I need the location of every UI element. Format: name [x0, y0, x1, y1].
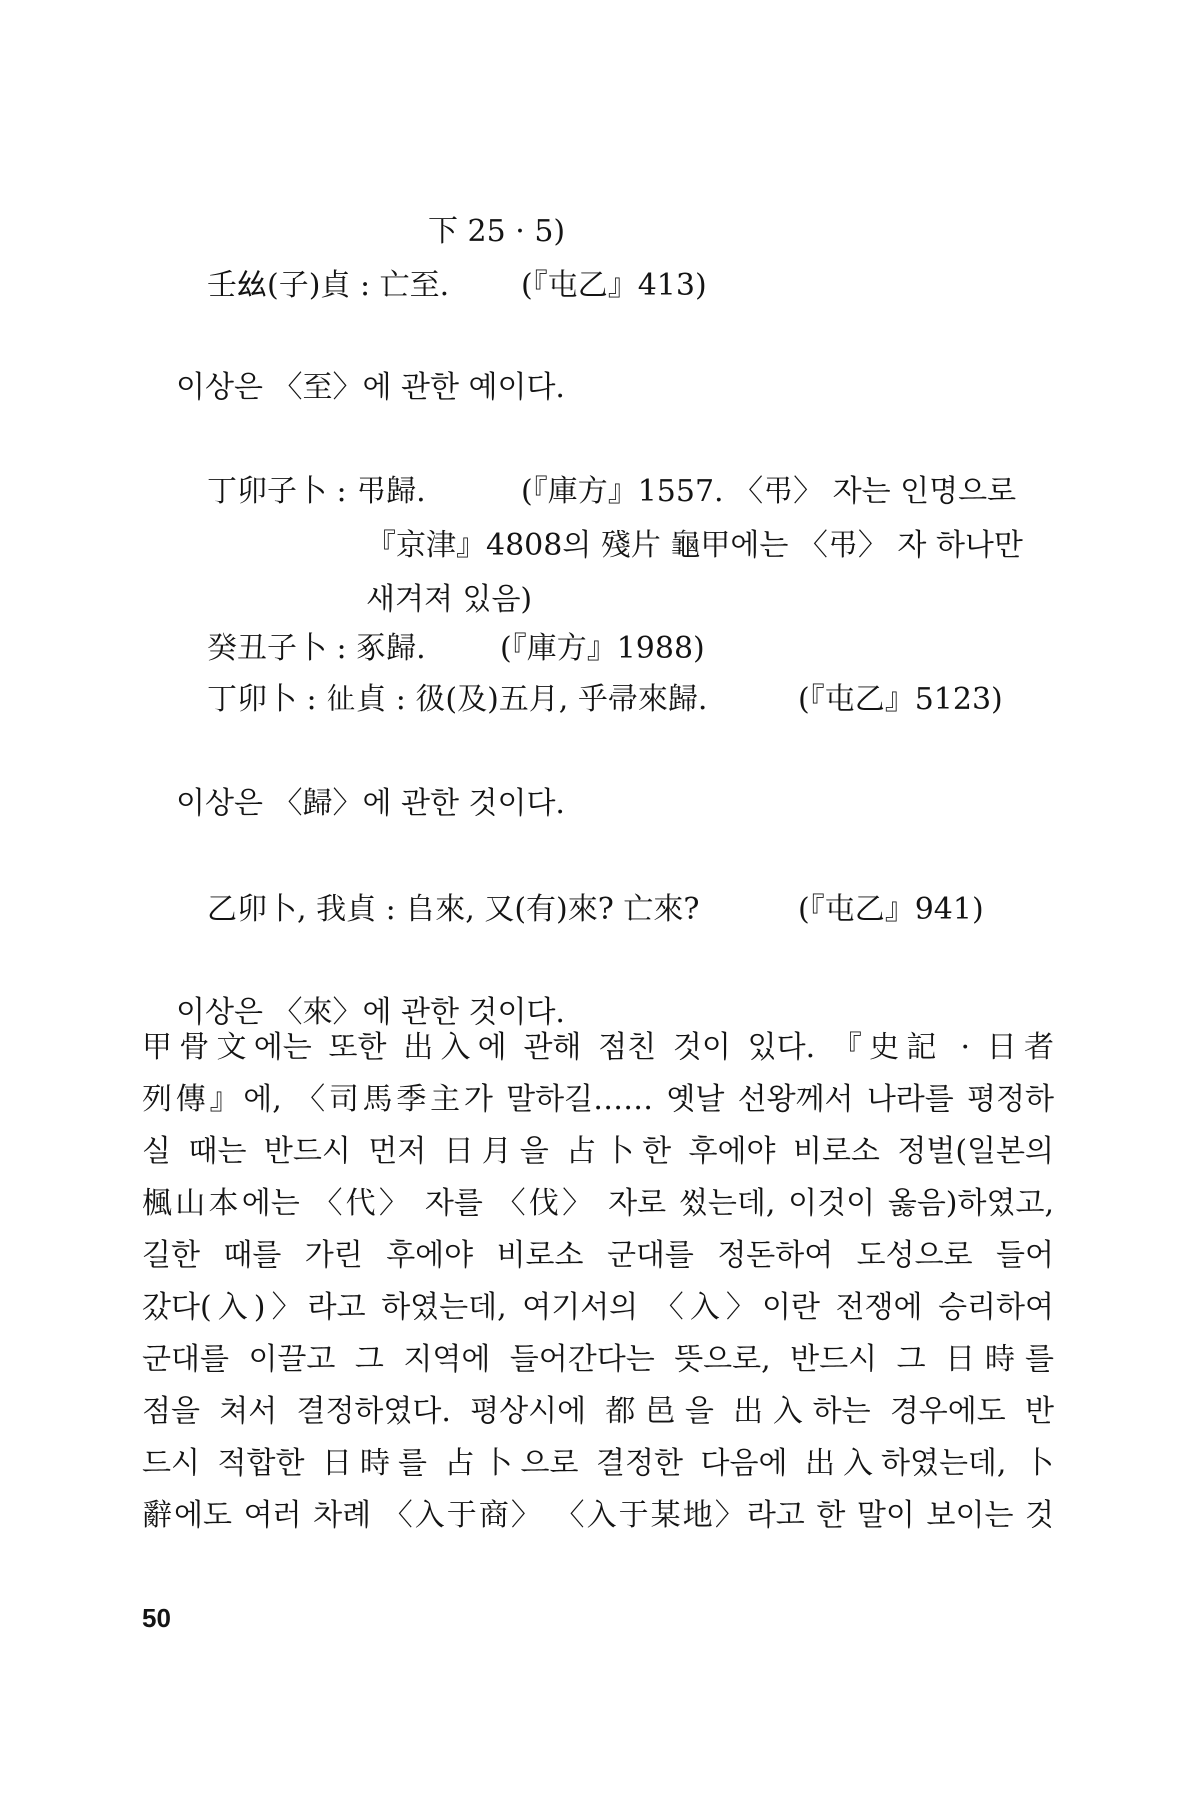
commentary-note: 이상은 〈來〉에 관한 것이다. [176, 995, 565, 1030]
commentary-note: 이상은 〈歸〉에 관한 것이다. [176, 786, 565, 821]
inscription-line: 丁卯卜 : 𢓊貞 : 彶(及)五月, 乎帚來歸. [207, 682, 708, 717]
inscription-line: 乙卯卜, 我貞 : 𠂤來, 又(有)來? 亡來? [207, 892, 700, 927]
source-citation: (『屯乙』413) [521, 268, 707, 303]
commentary-note: 이상은 〈至〉에 관한 예이다. [176, 370, 565, 405]
source-citation: (『庫方』1557. 〈弔〉 자는 인명으로 [521, 474, 1017, 509]
citation-continuation: 『京津』4808의 殘片 龜甲에는 〈弔〉 자 하나만 [366, 528, 1023, 563]
paragraph-line: 辭에도 여러 차례 〈入于商〉 〈入于某地〉라고 한 말이 보이는 것 [142, 1498, 1054, 1533]
paragraph-line: 점을 쳐서 결정하였다. 평상시에 都邑을 出入하는 경우에도 반 [142, 1394, 1054, 1429]
citation-continuation: 새겨져 있음) [366, 582, 533, 617]
inscription-line: 壬𢆶(子)貞 : 亡至. [207, 268, 450, 303]
source-citation: (『屯乙』941) [798, 892, 984, 927]
paragraph-line: 군대를 이끌고 그 지역에 들어간다는 뜻으로, 반드시 그 日時를 [142, 1342, 1054, 1377]
source-citation: (『庫方』1988) [500, 631, 705, 666]
paragraph-line: 갔다(入)〉라고 하였는데, 여기서의 〈入〉이란 전쟁에 승리하여 [142, 1290, 1054, 1325]
paragraph-line: 甲骨文에는 또한 出入에 관해 점친 것이 있다. 『史記 · 日者 [142, 1030, 1054, 1065]
paragraph-line: 드시 적합한 日時를 占卜으로 결정한 다음에 出入하였는데, 卜 [142, 1446, 1054, 1481]
paragraph-line: 길한 때를 가린 후에야 비로소 군대를 정돈하여 도성으로 들어 [142, 1238, 1054, 1273]
paragraph-line: 실 때는 반드시 먼저 日月을 占卜한 후에야 비로소 정벌(일본의 [142, 1134, 1054, 1169]
inscription-line: 癸丑子卜 : 豖歸. [207, 631, 426, 666]
paragraph-line: 列傳』에, 〈司馬季主가 말하길…… 옛날 선왕께서 나라를 평정하 [142, 1082, 1054, 1117]
paragraph-line: 楓山本에는 〈代〉 자를 〈伐〉 자로 썼는데, 이것이 옳음)하였고, [142, 1186, 1054, 1221]
page-number: 50 [142, 1603, 171, 1633]
inscription-line: 下 25 · 5) [428, 214, 566, 249]
source-citation: (『屯乙』5123) [798, 682, 1003, 717]
body-paragraph [142, 1022, 1054, 1542]
inscription-line: 丁卯子卜 : 弔歸. [207, 474, 426, 509]
